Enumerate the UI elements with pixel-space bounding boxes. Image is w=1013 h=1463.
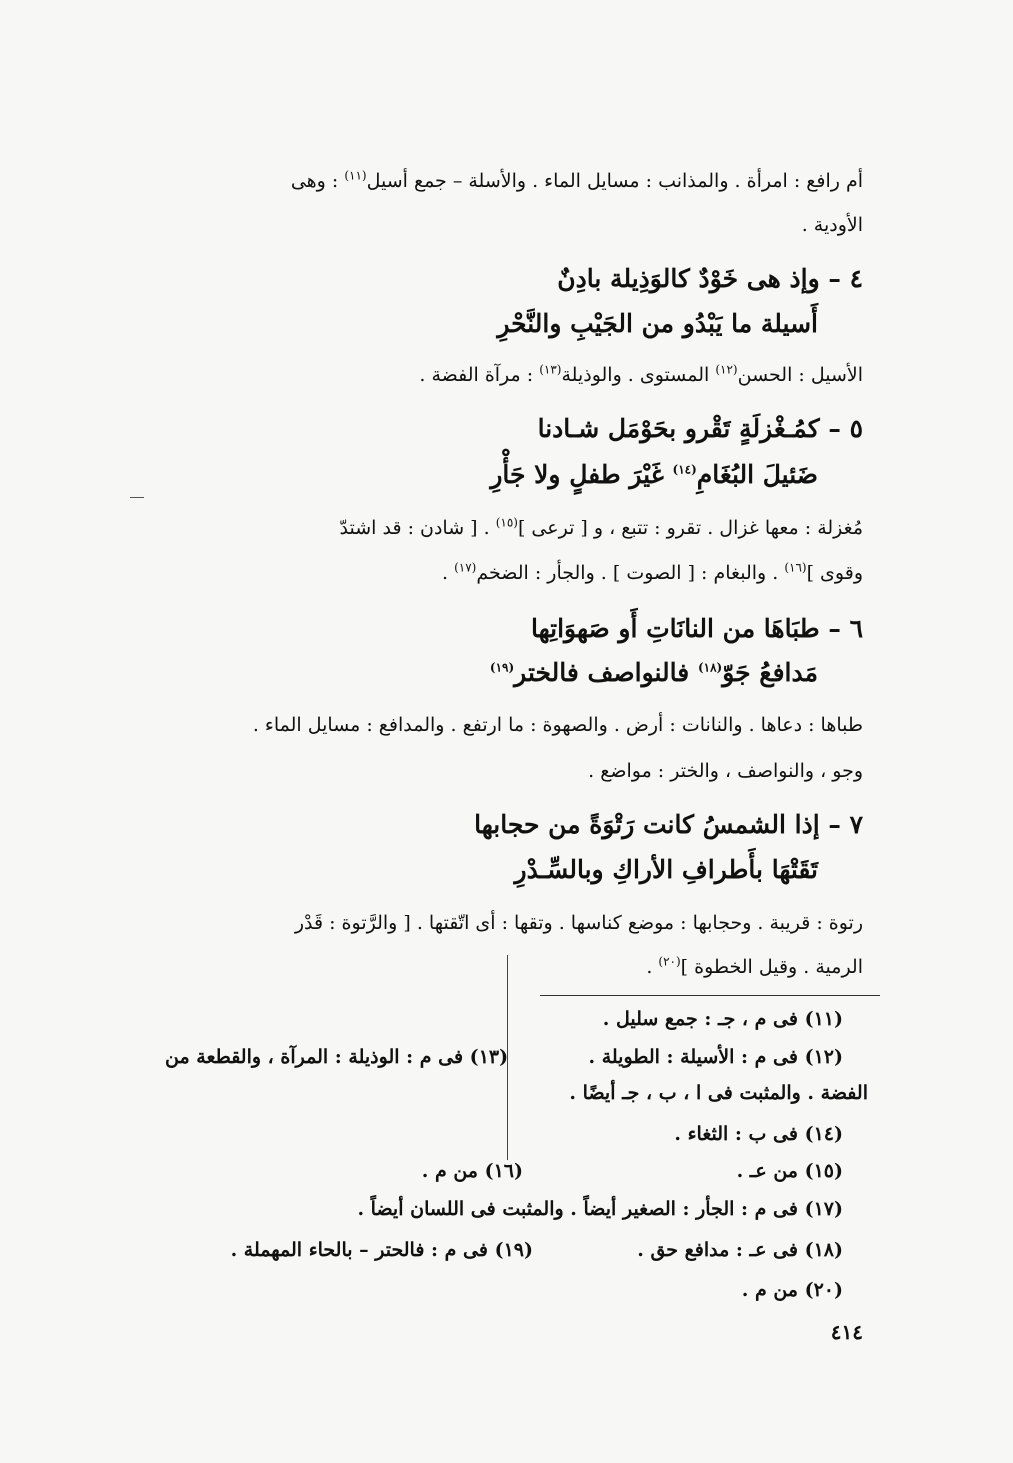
footnote: (١٨) فى عـ : مدافع حق . [637, 1239, 843, 1261]
footnote: (٢٠) من م . [741, 1279, 843, 1301]
verse-hemistich: ٤ – وإذ هى خَوْدٌ كالوَذِيلة بادِنٌ [557, 264, 863, 293]
note-line: الأسيل : الحسن$^{(١٢)}$ المستوى . والوذيلة$^{(١٣)}$ : مرآة الفضة . [419, 362, 863, 386]
footnote: (١٤) فى ب : الثغاء . [674, 1123, 843, 1145]
note-line: الأودية . [801, 214, 863, 236]
verse-hemistich: ٧ – إذا الشمسُ كانت رَتْوَةً من حجابها [474, 810, 863, 839]
margin-mark [130, 497, 144, 498]
footnote-separator [540, 995, 880, 996]
verse-hemistich: ضَئيلَ البُغَامِ$^{(١٤)}$ غَيْرَ طفلٍ ولا جَأْرِ [490, 460, 818, 489]
footnote: (١١) فى م ، جـ : جمع سليل . [602, 1008, 843, 1030]
page-number: ٤١٤ [830, 1320, 863, 1344]
verse-hemistich: تَقَتْهَا بأَطرافِ الأراكِ وبالسِّـدْرِ [514, 855, 818, 884]
verse-hemistich: ٦ – طبَاهَا من النانَاتِ أَو صَهوَاتِها [530, 614, 863, 643]
note-line: مُغزلة : معها غزال . تقرو : تتبع ، و [ ترعى ]$^{(١٥)}$ . [ شادن : قد اشتدّ [339, 515, 863, 539]
note-line: طباها : دعاها . والنانات : أرض . والصهوة : ما ارتفع . والمدافع : مسايل الماء . [252, 714, 863, 736]
verse-hemistich: ٥ – كمُـغْزلَةٍ تَقْرو بحَوْمَل شـادنا [537, 414, 863, 443]
footnote: (١٩) فى م : فالحتر – بالحاء المهملة . [230, 1239, 533, 1261]
verse-hemistich: أَسيلة ما يَبْدُو من الجَيْبِ والنَّحْرِ [497, 309, 818, 338]
footnote: (١٧) فى م : الجأر : الصغير أيضاً . والمثبت فى اللسان أيضاً . [357, 1198, 843, 1220]
note-line: وجو ، والنواصف ، والختر : مواضع . [588, 760, 863, 782]
footnote: (١٥) من عـ . [736, 1160, 843, 1182]
footnote: (١٣) فى م : الوذيلة : المرآة ، والقطعة من [165, 1046, 509, 1068]
note-line: رتوة : قريبة . وحجابها : موضع كناسها . وتقها : أى اتّقتها . [ والرَّتوة : قَدْر [294, 912, 863, 934]
note-line: أم رافع : امرأة . والمذانب : مسايل الماء . والأسلة – جمع أسيل$^{(١١)}$ : وهى [290, 168, 863, 192]
verse-hemistich: مَدافعُ جَوّ$^{(١٨)}$ فالنواصف فالختر$^{(١٩)}$ [489, 658, 818, 687]
note-line: الرمية . وقيل الخطوة ]$^{(٢٠)}$ . [646, 954, 863, 978]
footnote: الفضة . والمثبت فى ا ، ب ، جـ أيضًا . [569, 1082, 868, 1104]
footnote: (١٦) من م . [421, 1160, 523, 1182]
note-line: وقوى ]$^{(١٦)}$ . والبغام : [ الصوت ] . والجأر : الضخم$^{(١٧)}$ . [441, 560, 863, 584]
footnote: (١٢) فى م : الأسيلة : الطويلة . [588, 1046, 843, 1068]
